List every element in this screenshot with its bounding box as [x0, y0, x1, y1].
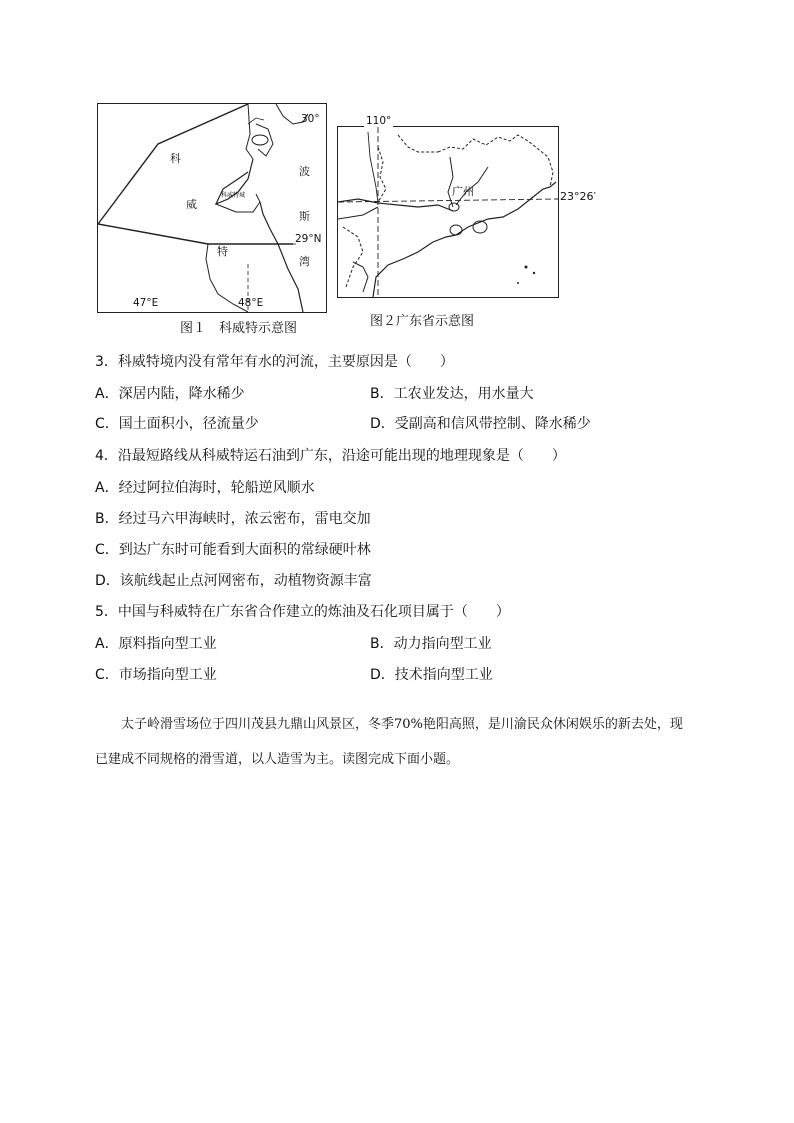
- option-c: C．到达广东时可能看到大面积的常绿硬叶林: [95, 542, 371, 558]
- fig2-city-guangzhou: 广州: [452, 185, 474, 198]
- option-a: A．经过阿拉伯海时，轮船逆风顺水: [95, 480, 315, 496]
- fig1-char-ke: 科: [170, 152, 181, 165]
- reading-passage: 太子岭滑雪场位于四川茂县九鼎山风景区，冬季70%艳阳高照，是川渝民众休闲娱乐的新去处，现已建成不同规格的滑雪道，以人造雪为主。读图完成下面小题。: [95, 717, 683, 767]
- figure2-caption: 图２广东省示意图: [370, 314, 475, 329]
- fig1-label-30: 30°: [301, 113, 320, 125]
- figure2-guangdong-map: [337, 115, 596, 298]
- fig1-label-47e: 47°E: [133, 297, 159, 309]
- fig2-label-110: 110°: [366, 115, 392, 127]
- option-b: B．工农业发达，用水量大: [370, 386, 534, 402]
- guangdong-map-drawing: [338, 127, 558, 297]
- fig1-char-bo: 波: [299, 165, 310, 178]
- option-a: A．深居内陆，降水稀少: [95, 386, 245, 402]
- fig1-char-te: 特: [217, 245, 228, 258]
- svg-text:科威特城: 科威特城: [221, 192, 246, 199]
- fig1-label-29n: 29°N: [295, 233, 322, 245]
- fig1-char-wei: 威: [186, 198, 197, 211]
- option-b: B．动力指向型工业: [370, 636, 492, 652]
- question-stem: 4．沿最短路线从科威特运石油到广东，沿途可能出现的地理现象是（ ）: [95, 448, 566, 464]
- option-d: D．该航线起止点河网密布，动植物资源丰富: [95, 573, 372, 589]
- option-d: D．技术指向型工业: [370, 667, 493, 683]
- fig1-char-wan: 湾: [299, 255, 310, 268]
- question-stem: 3．科威特境内没有常年有水的河流，主要原因是（ ）: [95, 354, 454, 370]
- option-b: B．经过马六甲海峡时，浓云密布，雷电交加: [95, 511, 371, 527]
- kuwait-map-drawing: [98, 104, 326, 312]
- option-c: C．国土面积小，径流量少: [95, 416, 259, 432]
- figure1-caption: 图１ 科威特示意图: [180, 321, 298, 336]
- fig1-char-si: 斯: [299, 210, 310, 223]
- question-stem: 5．中国与科威特在广东省合作建立的炼油及石化项目属于（ ）: [95, 604, 510, 620]
- option-d: D．受副高和信风带控制、降水稀少: [370, 416, 591, 432]
- fig2-label-2326: 23°26′: [560, 190, 596, 203]
- fig1-label-48e: 48°E: [238, 297, 264, 309]
- option-c: C．市场指向型工业: [95, 667, 217, 683]
- option-a: A．原料指向型工业: [95, 636, 217, 652]
- figure1-kuwait-map: [97, 103, 327, 313]
